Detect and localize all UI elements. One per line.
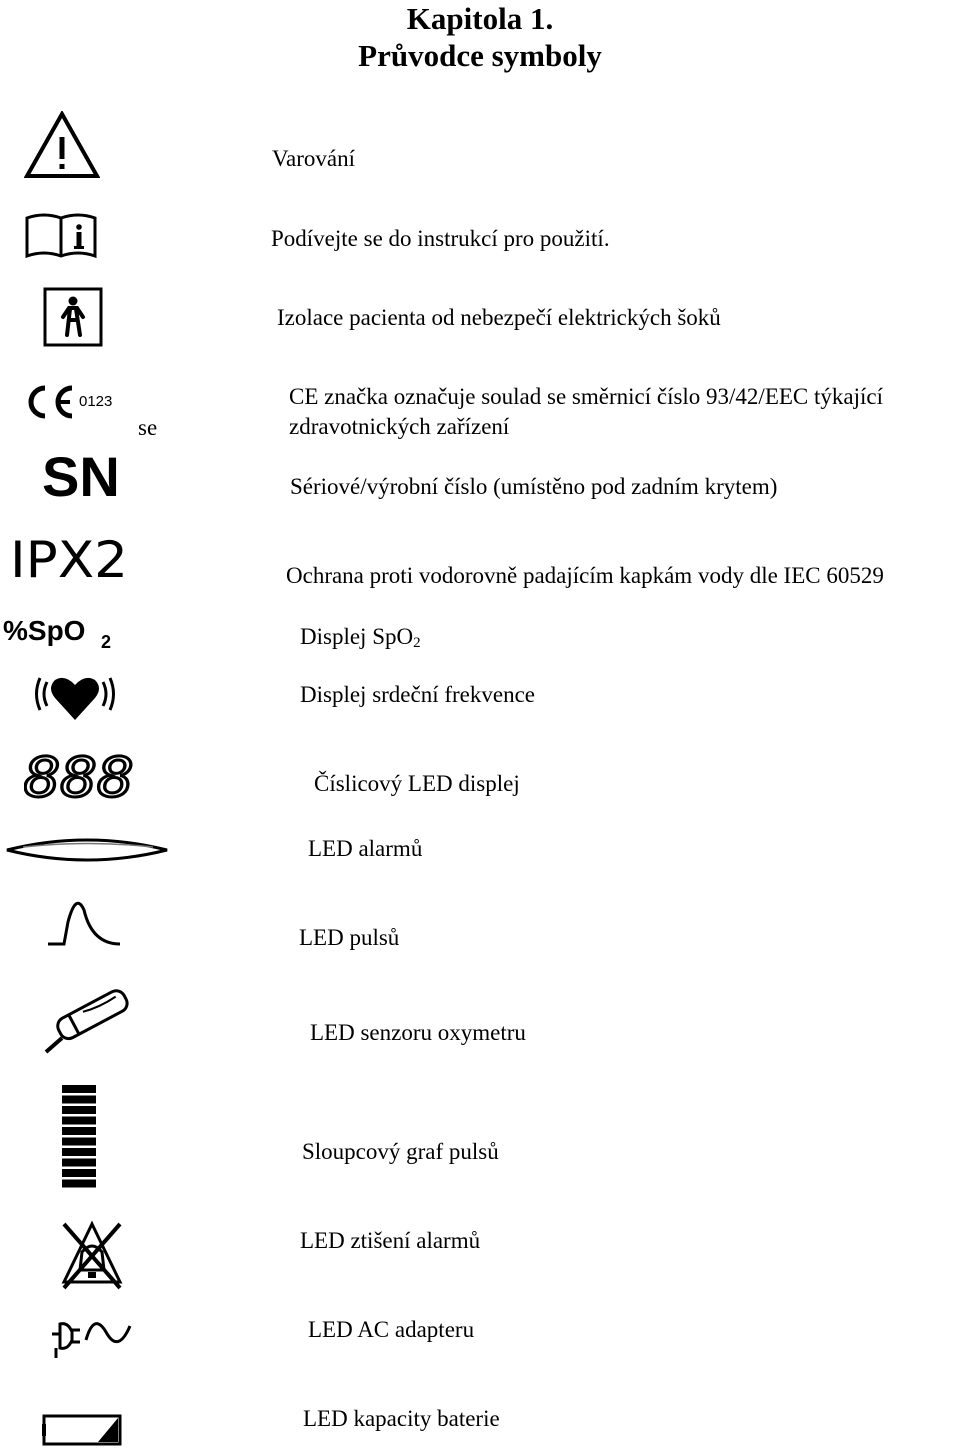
pulse-bargraph-label: Sloupcový graf pulsů (302, 1139, 499, 1164)
warning-label: Varování (272, 146, 356, 171)
instructions-label: Podívejte se do instrukcí pro použití. (271, 226, 610, 251)
spo2-display-label (300, 622, 421, 658)
warning-triangle-icon (24, 111, 100, 179)
spo2-display-subscript: 2 (413, 635, 421, 651)
svg-text:%SpO: %SpO (3, 615, 86, 646)
ac-adapter-icon (48, 1310, 134, 1360)
pulse-waveform-icon (46, 890, 122, 950)
svg-text:SN: SN (42, 446, 120, 502)
svg-text:IPX2: IPX2 (10, 533, 128, 583)
ac-adapter-label: LED AC adapteru (308, 1317, 475, 1342)
numeric-led-label: Číslicový LED displej (314, 771, 520, 796)
ce-label-line1: CE značka označuje soulad se směrnicí číslo 93/42/EEC týkající (289, 384, 883, 409)
svg-text:2: 2 (101, 632, 112, 652)
oximeter-sensor-icon (42, 986, 134, 1058)
battery-icon (42, 1412, 124, 1446)
alarm-led-label: LED alarmů (308, 836, 423, 861)
chapter-heading: Kapitola 1. (406, 1, 554, 36)
ce-label-line2: zdravotnických zařízení (289, 414, 510, 439)
patient-isolation-label: Izolace pacienta od nebezpečí elektrických šoků (277, 305, 721, 330)
alarm-led-icon (3, 828, 171, 870)
svg-text:888: 888 (24, 752, 134, 802)
pulse-led-label: LED pulsů (299, 925, 400, 950)
ce-notified-body-code: 0123 (79, 393, 113, 410)
numeric-led-icon (24, 752, 138, 802)
instructions-book-icon (24, 210, 98, 260)
ipx2-label: Ochrana proti vodorovně padajícím kapkám vody dle IEC 60529 (286, 563, 884, 588)
heart-rate-icon (33, 670, 117, 724)
page-title: Průvodce symboly (358, 38, 602, 73)
spo2-display-text: Displej SpO (300, 624, 414, 649)
ce-suffix-label: se (138, 415, 158, 440)
serial-label: Sériové/výrobní číslo (umístěno pod zadním krytem) (290, 474, 778, 499)
heart-rate-label: Displej srdeční frekvence (300, 682, 536, 707)
alarm-silence-icon (58, 1218, 126, 1290)
sensor-led-label: LED senzoru oxymetru (310, 1020, 526, 1045)
patient-isolation-icon (43, 287, 103, 347)
alarm-silence-label: LED ztišení alarmů (300, 1228, 481, 1253)
serial-number-icon (42, 446, 122, 502)
pulse-bargraph-icon (62, 1085, 98, 1191)
ce-mark-icon (22, 382, 118, 422)
ipx2-icon (10, 533, 132, 583)
battery-label: LED kapacity baterie (303, 1406, 500, 1431)
spo2-icon (3, 612, 121, 652)
